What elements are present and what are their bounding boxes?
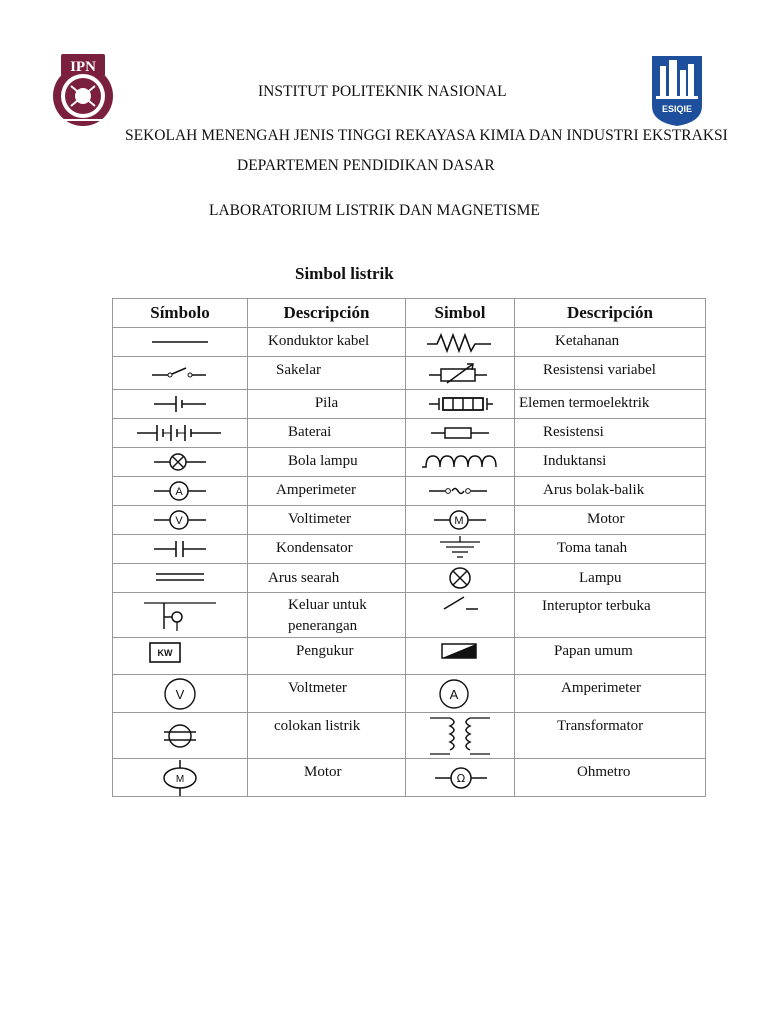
- svg-text:A: A: [449, 687, 459, 702]
- row-description: Papan umum: [515, 638, 706, 675]
- header-school: SEKOLAH MENENGAH JENIS TINGGI REKAYASA KIMIA DAN INDUSTRI EKSTRAKSI: [125, 127, 728, 144]
- svg-text:Ω: Ω: [456, 771, 466, 785]
- row-description: Arus searah: [248, 564, 406, 593]
- row-description: Ketahanan: [515, 328, 706, 357]
- esiqie-logo-text: ESIQIE: [661, 104, 693, 114]
- kw-meter-symbol-icon: [113, 638, 248, 675]
- table-row: [113, 477, 706, 506]
- table-row: [113, 759, 706, 797]
- table-row: [113, 535, 706, 564]
- voltmeter-circle-symbol-icon: [113, 675, 248, 713]
- table-row: [113, 448, 706, 477]
- row-description: Bola lampu: [248, 448, 406, 477]
- transformer-symbol-icon: [406, 713, 515, 759]
- row-description: Lampu: [515, 564, 706, 593]
- capacitor-symbol-icon: [113, 535, 248, 564]
- lamp-symbol-icon: [113, 448, 248, 477]
- table-row: [113, 564, 706, 593]
- ac-symbol-icon: [406, 477, 515, 506]
- row-description: Pila: [248, 390, 406, 419]
- row-description: Konduktor kabel: [248, 328, 406, 357]
- header-symbol: Símbolo: [113, 299, 248, 328]
- switchboard-symbol-icon: [406, 638, 515, 675]
- row-description: Ohmetro: [515, 759, 706, 797]
- resistor-zigzag-symbol-icon: [406, 328, 515, 357]
- row-description: Motor: [515, 506, 706, 535]
- table-row: [113, 390, 706, 419]
- cell-symbol-icon: [113, 390, 248, 419]
- row-description: Resistensi: [515, 419, 706, 448]
- svg-text:V: V: [175, 515, 183, 527]
- row-description: Amperimeter: [515, 675, 706, 713]
- table-title: Simbol listrik: [295, 264, 394, 283]
- wire-symbol-icon: [113, 328, 248, 357]
- inductor-symbol-icon: [406, 448, 515, 477]
- svg-text:A: A: [175, 486, 183, 498]
- header-institute: INSTITUT POLITEKNIK NASIONAL: [258, 83, 507, 100]
- table-row: [113, 593, 706, 638]
- dc-symbol-icon: [113, 564, 248, 593]
- row-description: Motor: [248, 759, 406, 797]
- row-description: Voltimeter: [248, 506, 406, 535]
- ammeter-circle-symbol-icon: [406, 675, 515, 713]
- svg-text:V: V: [175, 687, 185, 702]
- table-row: [113, 357, 706, 390]
- ammeter-symbol-icon: [113, 477, 248, 506]
- ipn-logo-text: IPN: [70, 59, 96, 75]
- table-row: [113, 713, 706, 759]
- row-description: Pengukur: [248, 638, 406, 675]
- svg-text:KW: KW: [157, 648, 173, 658]
- lighting-outlet-symbol-icon: [113, 593, 248, 638]
- header-description-2: Descripción: [515, 299, 706, 328]
- row-description: Toma tanah: [515, 535, 706, 564]
- row-description: Kondensator: [248, 535, 406, 564]
- row-description: Elemen termoelektrik: [515, 390, 706, 419]
- thermoelectric-symbol-icon: [406, 390, 515, 419]
- open-switch-symbol-icon: [406, 593, 515, 638]
- table-row: [113, 506, 706, 535]
- lamp-cross-symbol-icon: [406, 564, 515, 593]
- table-row: [113, 419, 706, 448]
- row-description: Induktansi: [515, 448, 706, 477]
- row-description: Sakelar: [248, 357, 406, 390]
- row-description: Baterai: [248, 419, 406, 448]
- table-row: [113, 638, 706, 675]
- header-laboratory: LABORATORIUM LISTRIK DAN MAGNETISME: [209, 202, 540, 219]
- esiqie-logo: [646, 52, 708, 128]
- header-description: Descripción: [248, 299, 406, 328]
- switch-symbol-icon: [113, 357, 248, 390]
- header-symbol-2: Simbol: [406, 299, 515, 328]
- ohmmeter-symbol-icon: [406, 759, 515, 797]
- row-description: Resistensi variabel: [515, 357, 706, 390]
- table-row: [113, 675, 706, 713]
- row-description: Keluar untuk penerangan: [248, 593, 406, 638]
- symbol-table: [112, 298, 706, 797]
- svg-text:M: M: [454, 515, 464, 527]
- row-description: Transformator: [515, 713, 706, 759]
- row-description: colokan listrik: [248, 713, 406, 759]
- svg-text:M: M: [175, 773, 185, 785]
- row-description: Voltmeter: [248, 675, 406, 713]
- header-department: DEPARTEMEN PENDIDIKAN DASAR: [237, 157, 495, 174]
- resistor-box-symbol-icon: [406, 419, 515, 448]
- row-description: Amperimeter: [248, 477, 406, 506]
- row-description: Arus bolak-balik: [515, 477, 706, 506]
- motor-symbol-icon: [406, 506, 515, 535]
- motor-ellipse-symbol-icon: [113, 759, 248, 797]
- socket-symbol-icon: [113, 713, 248, 759]
- ipn-logo: [47, 50, 119, 132]
- variable-resistor-symbol-icon: [406, 357, 515, 390]
- row-description: Interuptor terbuka: [515, 593, 706, 638]
- voltmeter-symbol-icon: [113, 506, 248, 535]
- table-header-row: [113, 299, 706, 328]
- battery-symbol-icon: [113, 419, 248, 448]
- table-row: [113, 328, 706, 357]
- ground-symbol-icon: [406, 535, 515, 564]
